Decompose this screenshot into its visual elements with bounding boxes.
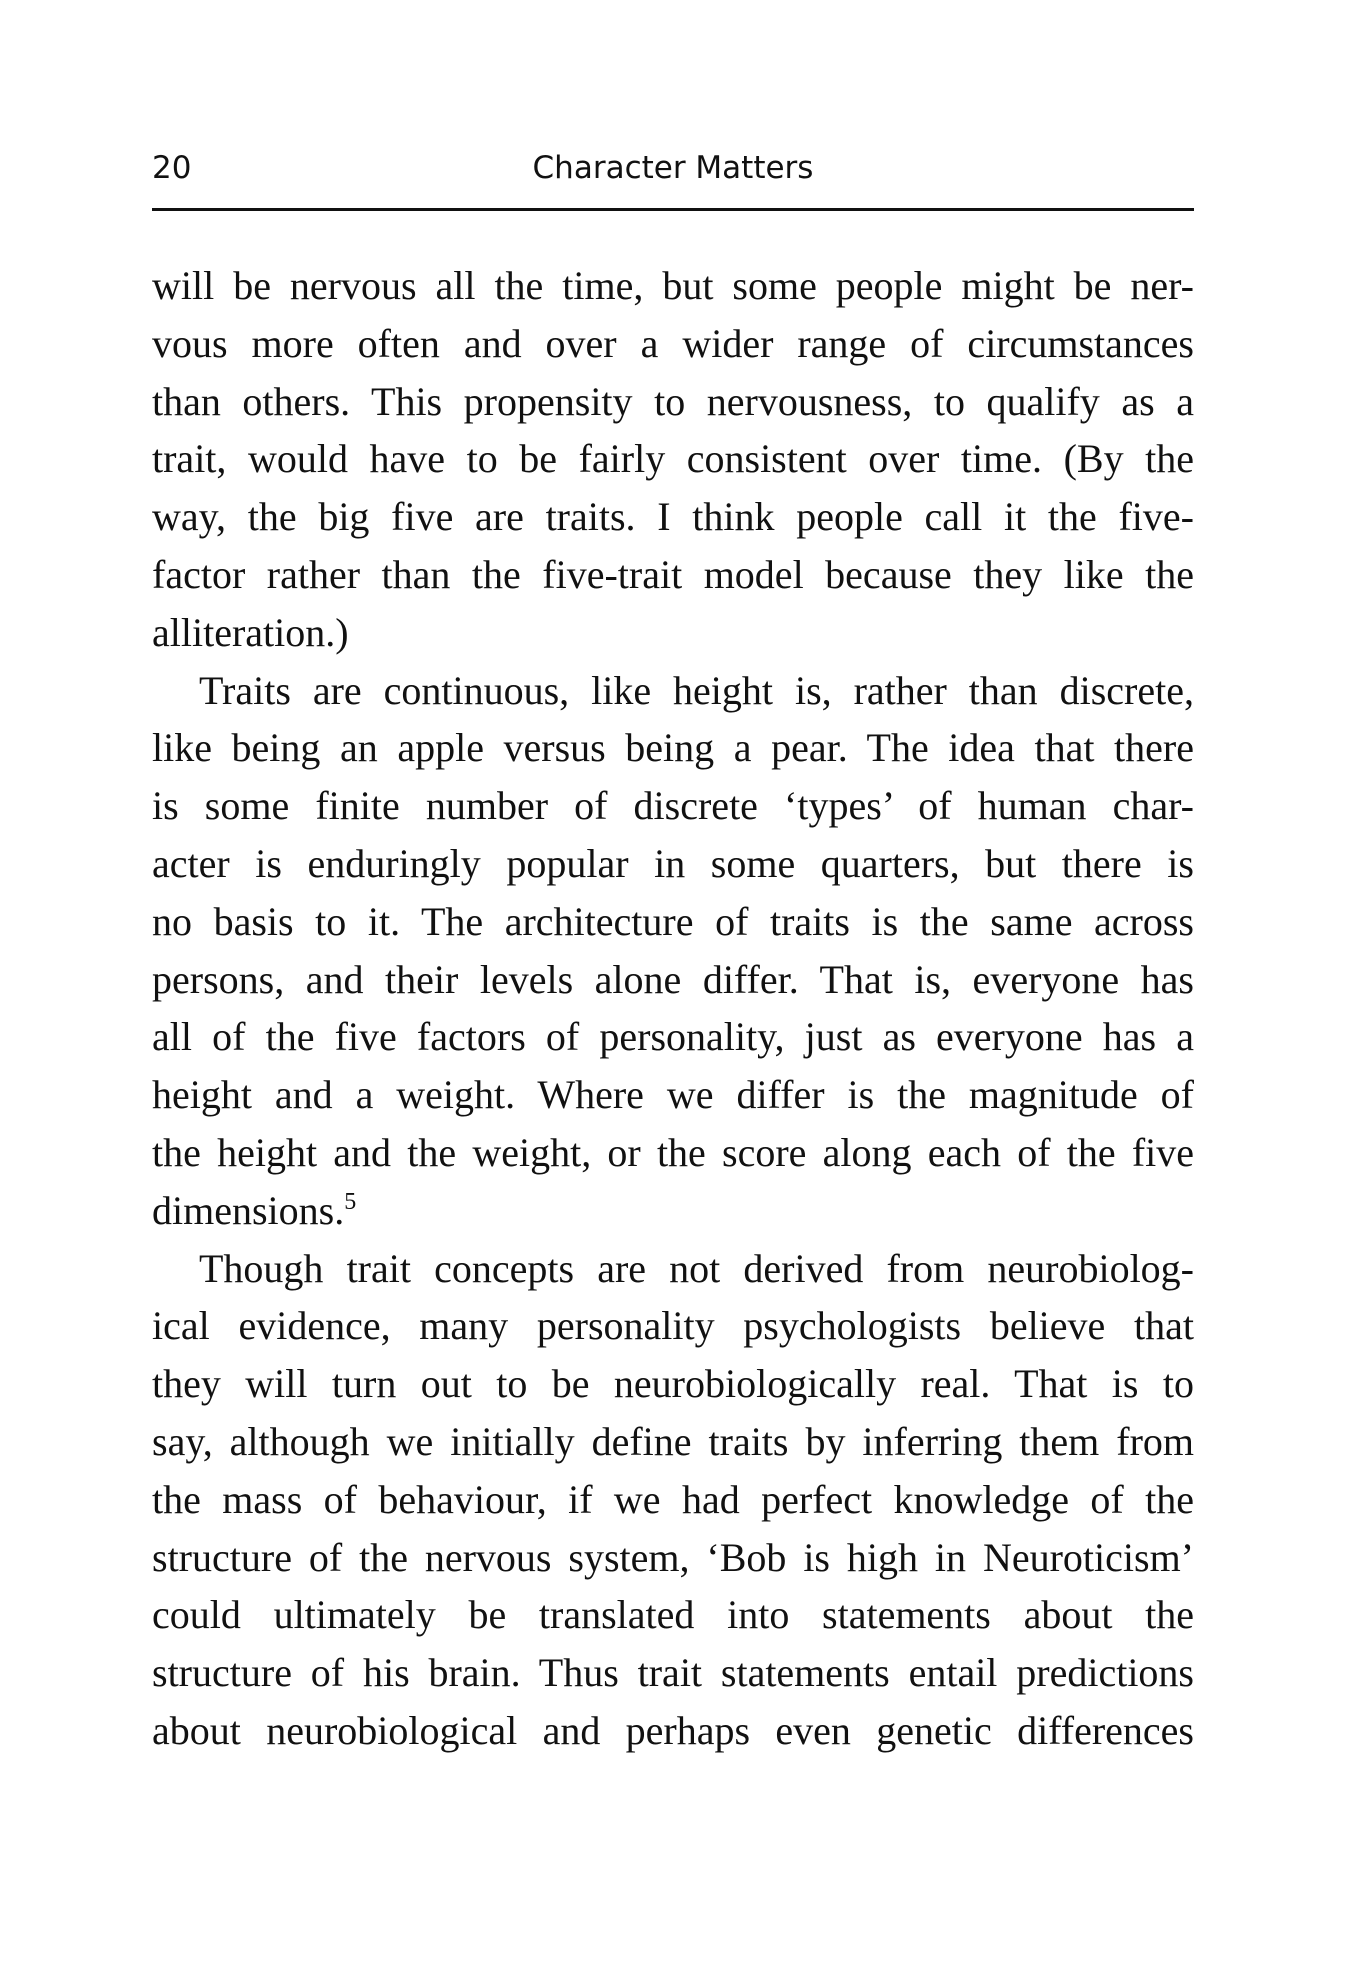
- paragraph-line: structure of his brain. Thus trait statements entail predictions: [152, 1650, 1194, 1696]
- paragraph-line: than others. This propensity to nervousness, to qualify as a: [152, 378, 1194, 424]
- paragraph-line: height and a weight. Where we differ is the magnitude of: [152, 1072, 1194, 1118]
- paragraph-line: no basis to it. The architecture of traits is the same across: [152, 898, 1194, 944]
- paragraph-line: will be nervous all the time, but some people might be ner-: [152, 263, 1194, 308]
- paragraph-line: structure of the nervous system, ‘Bob is high in Neuroticism’: [152, 1534, 1194, 1580]
- page-number: 20: [152, 150, 192, 186]
- paragraph-line: alliteration.): [152, 609, 349, 655]
- paragraph-line: ical evidence, many personality psychologists believe that: [152, 1303, 1194, 1349]
- book-title: Character Matters: [532, 150, 814, 186]
- body-text: [152, 257, 1194, 1760]
- paragraph-line-text: dimensions.: [152, 1187, 345, 1233]
- paragraph-line: Traits are continuous, like height is, rather than discrete,: [199, 667, 1194, 713]
- paragraph-line: they will turn out to be neurobiologically real. That is to: [152, 1361, 1194, 1407]
- paragraph-line: way, the big five are traits. I think people call it the five-: [152, 494, 1194, 540]
- paragraph-line: persons, and their levels alone differ. That is, everyone has: [152, 956, 1194, 1002]
- paragraph-line: vous more often and over a wider range of circumstances: [152, 320, 1194, 366]
- paragraph-line: the mass of behaviour, if we had perfect knowledge of the: [152, 1476, 1194, 1522]
- paragraph-line: say, although we initially define traits by inferring them from: [152, 1418, 1194, 1464]
- paragraph-line: the height and the weight, or the score along each of the five: [152, 1129, 1194, 1175]
- footnote-reference: 5: [344, 1188, 357, 1215]
- paragraph-line: acter is enduringly popular in some quarters, but there is: [152, 840, 1194, 886]
- paragraph-line: Though trait concepts are not derived from neurobiolog-: [199, 1245, 1194, 1291]
- paragraph-line: could ultimately be translated into statements about the: [152, 1592, 1194, 1638]
- paragraph-line: about neurobiological and perhaps even genetic differences: [152, 1707, 1194, 1753]
- running-header: [152, 146, 1194, 190]
- paragraph-line: factor rather than the five-trait model because they like the: [152, 551, 1194, 597]
- paragraph-line-with-note: [152, 1182, 1194, 1240]
- paragraph-line: all of the five factors of personality, just as everyone has a: [152, 1014, 1194, 1060]
- header-rule: [152, 208, 1194, 211]
- book-page: [152, 0, 1194, 1967]
- paragraph-line: is some finite number of discrete ‘types’ of human char-: [152, 783, 1194, 829]
- paragraph-line: trait, would have to be fairly consistent over time. (By the: [152, 436, 1194, 482]
- paragraph-line: like being an apple versus being a pear. The idea that there: [152, 725, 1194, 771]
